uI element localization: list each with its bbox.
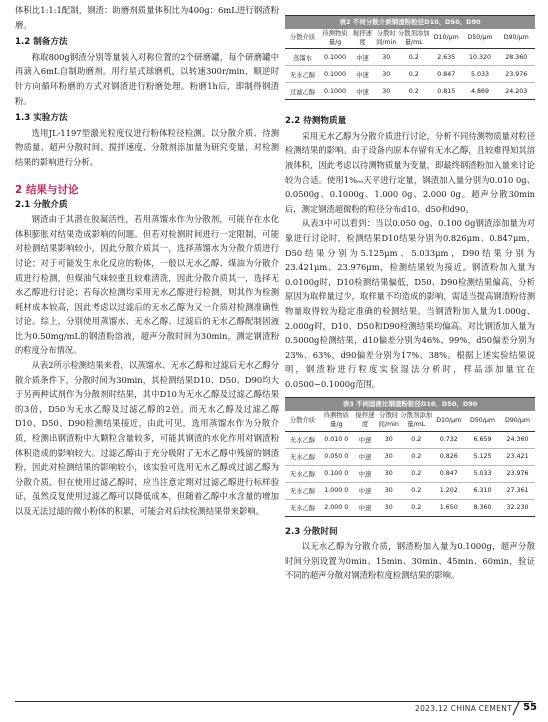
paragraph: 体积比1:1:1配制，钢渣：助磨剂质量体积比为400g：6mL进行钢渣粉磨。 xyxy=(15,5,279,30)
table-cell: 2.000 0 xyxy=(320,499,353,516)
table-cell: 30 xyxy=(375,83,398,100)
table-row xyxy=(285,499,535,516)
table-cell: 27.361 xyxy=(500,482,535,499)
table-cell: 6.659 xyxy=(465,431,500,448)
table-cell: 中速 xyxy=(353,465,378,482)
page-footer xyxy=(0,697,548,722)
table-row xyxy=(285,482,535,499)
table-cell: 5.033 xyxy=(463,66,498,83)
column-header: 待测物质量/g xyxy=(320,29,350,49)
table-cell: 中速 xyxy=(350,66,375,83)
column-header: 待测物质量/g xyxy=(320,411,353,431)
column-header: 分散时间/min xyxy=(378,411,401,431)
table-cell: 0.847 xyxy=(433,465,466,482)
table-cell: 蒸馏水 xyxy=(285,49,320,66)
table-cell: 0.2 xyxy=(398,49,431,66)
data-table xyxy=(285,29,535,100)
journal-name: 2023.12 CHINA CEMENT xyxy=(415,704,512,713)
table-cell: 无水乙醇 xyxy=(285,431,320,448)
table-cell: 0.2 xyxy=(398,66,431,83)
table-cell: 6.310 xyxy=(465,482,500,499)
column-header: D10/μm xyxy=(433,411,466,431)
table-cell: 0.1000 xyxy=(320,49,350,66)
table-cell: 2.635 xyxy=(430,49,463,66)
table-cell: 无水乙醇 xyxy=(285,482,320,499)
table-cell: 28.360 xyxy=(498,49,536,66)
table-row xyxy=(285,83,535,100)
table-cell: 0.1000 xyxy=(320,66,350,83)
section-heading: 2.2 待测物质量 xyxy=(285,116,347,127)
column-header: 分散剂添加量/mL xyxy=(400,411,433,431)
table-cell: 0.010 0 xyxy=(320,431,353,448)
table-cell: 中速 xyxy=(353,499,378,516)
table-cell: 24.360 xyxy=(500,431,535,448)
table-cell: 30 xyxy=(375,66,398,83)
paragraph: 采用无水乙醇为分散介质进行讨论，分析不同待测物质量对粒径检测结果的影响。由于设备内原本存留有无水乙醇，且较难得知其溶液体积，因此考虑以待测物质量为变量，即最终钢渣粉加入量来讨论较为合适。使用1%ₒₒ天平进行定量，钢渣加入量分别为0.010 0g、0.0500g、0.1000g、1.000 0g、2.000 0g。超声分散30min后，测定钢渣超微粉的粒径分布d10、d50和d90。 xyxy=(285,130,535,214)
table-cell: 0.815 xyxy=(430,83,463,100)
table-cell: 0.2 xyxy=(398,83,431,100)
table-cell: 24.203 xyxy=(498,83,536,100)
column-header: D90/μm xyxy=(498,29,536,49)
table-cell: 中速 xyxy=(353,431,378,448)
separator-slash-icon xyxy=(511,702,521,715)
column-header: 搅拌速度 xyxy=(350,29,375,49)
table-cell: 无水乙醇 xyxy=(285,465,320,482)
table-cell: 过滤乙醇 xyxy=(285,83,320,100)
table-cell: 0.2 xyxy=(400,482,433,499)
paragraph: 选用JL-1197型激光粒度仪进行粉体粒径检测。以分散介质、待测物质量、超声分散时间、搅拌速度、分散剂添加量为研究变量，对检测结果的影响进行分析。 xyxy=(15,127,279,167)
table-cell: 23.421 xyxy=(500,448,535,465)
right-column xyxy=(285,0,535,583)
table-cell: 30 xyxy=(375,49,398,66)
table-2 xyxy=(285,15,535,100)
table-cell: 1.650 xyxy=(433,499,466,516)
page-number: 55 xyxy=(523,702,537,713)
paragraph: 钢渣由于其潜在胶凝活性，若用蒸馏水作为分散剂，可能存在水化体积膨胀对结果造成影响的问题。但若对检测时间进行一定限制，可能对检测结果影响较小，因此分散介质其一，选择蒸馏水为分散介质进行讨论；对于可能发生水化反应的粉体，一般以无水乙醇、煤油为分散介质进行检测，但煤油气味较重且较难清洗，因此分散介质其一，选择无水乙醇进行讨论；若每次检测均采用无水乙醇进行检测，则其作为检测耗材成本较高，因此考虑以过滤后的无水乙醇为又一介质对检测准确性讨论。综上，分别使用蒸馏水、无水乙醇、过滤后的无水乙醇配制固液比为0.50mg/mL的钢渣粉溶液，超声分散时间为30min，测定钢渣粉的粒度分布情况。 xyxy=(15,214,279,356)
table-row xyxy=(285,465,535,482)
table-cell: 0.847 xyxy=(430,66,463,83)
table-cell: 0.2 xyxy=(400,499,433,516)
column-header: D90/μm xyxy=(500,411,535,431)
table-cell: 0.2 xyxy=(400,465,433,482)
table-cell: 无水乙醇 xyxy=(285,66,320,83)
table-cell: 23.976 xyxy=(498,66,536,83)
table-row xyxy=(285,448,535,465)
table-cell: 中速 xyxy=(353,448,378,465)
table-row xyxy=(285,431,535,448)
table-cell: 0.050 0 xyxy=(320,448,353,465)
table-row xyxy=(285,49,535,66)
chapter-heading: 2 结果与讨论 xyxy=(15,183,79,196)
table-cell: 无水乙醇 xyxy=(285,499,320,516)
table-cell: 中速 xyxy=(350,83,375,100)
table-cell: 23.976 xyxy=(500,465,535,482)
table-cell: 10.320 xyxy=(463,49,498,66)
paragraph: 从表2所示检测结果来看，以蒸馏水、无水乙醇和过滤后无水乙醇分散介质条件下，分散时间为30min，其检测结果D10、D50、D90均大于另两种试剂作为分散剂时结果，其中D10为无水乙醇及过滤乙醇结果的3倍，D50为无水乙醇及过滤乙醇的2倍。而无水乙醇及过滤乙醇D10、D50、D90检测结果接近，由此可见，选用蒸馏水作为分散介质，检测出钢渣粉中大颗粒含量较多，可能其钢渣的水化作用对钢渣粉体积造成的影响较大。过滤乙醇由于充分吸附了无水乙醇中残留的钢渣粉，因此对检测结果的影响较小，该实验可选用无水乙醇或过滤乙醇为分散介质。但在使用过滤乙醇时，应当注意定期对过滤乙醇进行标样验证，虽然反复使用过滤乙醇可以降低成本，但随着乙醇中水含量的增加以及无法过滤的微小粉体的积累，可能会对后续检测结果带来影响。 xyxy=(15,360,279,516)
table-cell: 5.125 xyxy=(465,448,500,465)
table-cell: 30 xyxy=(378,482,401,499)
column-header: 分散介质 xyxy=(285,29,320,49)
column-header: 分散时间/min xyxy=(375,29,398,49)
column-header: 分散介质 xyxy=(285,411,320,431)
table-cell: 1.000 0 xyxy=(320,482,353,499)
table-cell: 30 xyxy=(378,431,401,448)
section-heading: 1.2 制备方法 xyxy=(15,37,68,48)
table-cell: 0.1000 xyxy=(320,83,350,100)
table-cell: 0.2 xyxy=(400,431,433,448)
table-cell: 30 xyxy=(378,448,401,465)
table-header-row xyxy=(285,29,535,49)
table-cell: 中速 xyxy=(353,482,378,499)
section-heading: 2.1 分散介质 xyxy=(15,199,68,210)
table-cell: 0.2 xyxy=(400,448,433,465)
table-row xyxy=(285,66,535,83)
table-cell: 0.826 xyxy=(433,448,466,465)
column-header: D50/μm xyxy=(465,411,500,431)
table-cell: 30 xyxy=(378,465,401,482)
table-cell: 0.732 xyxy=(433,431,466,448)
table-cell: 4.869 xyxy=(463,83,498,100)
column-header: 搅拌速度 xyxy=(353,411,378,431)
footer-rule xyxy=(15,701,533,702)
paragraph: 以无水乙醇为分散介质，钢渣粉加入量为0.1000g，超声分散时间分别设置为0min、15min、30min、45min、60min，验证不同的超声分散对钢渣粉粒度检测结果的影响。 xyxy=(285,541,535,581)
section-heading: 1.3 实验方法 xyxy=(15,113,68,124)
table-cell: 0.100 0 xyxy=(320,465,353,482)
table-caption: 表2 不同分散介质钢渣粉粒径D10、D50、D90 xyxy=(285,16,535,29)
section-heading: 2.3 分散时间 xyxy=(285,526,338,537)
table-cell: 中速 xyxy=(350,49,375,66)
table-header-row xyxy=(285,411,535,431)
column-header: D10/μm xyxy=(430,29,463,49)
table-cell: 32.230 xyxy=(500,499,535,516)
paragraph: 称取800g钢渣分别等量装入对称位置的2个研磨罐，每个研磨罐中再滴入6mL自制助磨剂。用行星式球磨机，以转速300r/min，顺逆时针方向循环粉磨的方式对钢渣进行粉磨处理。粉磨1h后，即制得钢渣粉。 xyxy=(15,51,279,106)
column-header: D50/μm xyxy=(463,29,498,49)
table-cell: 8.360 xyxy=(465,499,500,516)
table-3 xyxy=(285,397,535,516)
table-caption: 表3 不同固液比钢渣粉粒径D10、D50、D90 xyxy=(285,398,535,411)
table-cell: 无水乙醇 xyxy=(285,448,320,465)
table-cell: 5.033 xyxy=(465,465,500,482)
paragraph: 从表3中可以看到：当以0.050 0g、0.100 0g钢渣添加量为对象进行讨论时，检测结果D10结果分别为0.826μm、0.847μm，D50结果分别为5.125μm、5.033μm，D90结果分别为23.421μm、23.976μm，检测结果较为接近。钢渣粉加入量为0.0100g时，D10检测结果偏低，D50、D90检测结果偏高，分析原因为取样量过少，取样量不均造成的影响，需适当提高钢渣粉待测物量取得较为稳定准确的检测结果。当钢渣粉加入量为1.000g、2.000g时，D10、D50和D90检测结果均偏高。对比钢渣加入量为0.5000g检测结果，d10偏差分别为46%、99%，d50偏差分别为23%、63%，d90偏差分别为17%、38%。根据上述实验结果说明，钢渣粉进行粒度实验湿法分析时，样品添加量宜在0.0500~0.1000g范围。 xyxy=(285,218,535,389)
data-table xyxy=(285,411,535,516)
table-cell: 1.202 xyxy=(433,482,466,499)
table-cell: 30 xyxy=(378,499,401,516)
left-column xyxy=(15,0,279,519)
column-header: 分散剂添加量/mL xyxy=(398,29,431,49)
